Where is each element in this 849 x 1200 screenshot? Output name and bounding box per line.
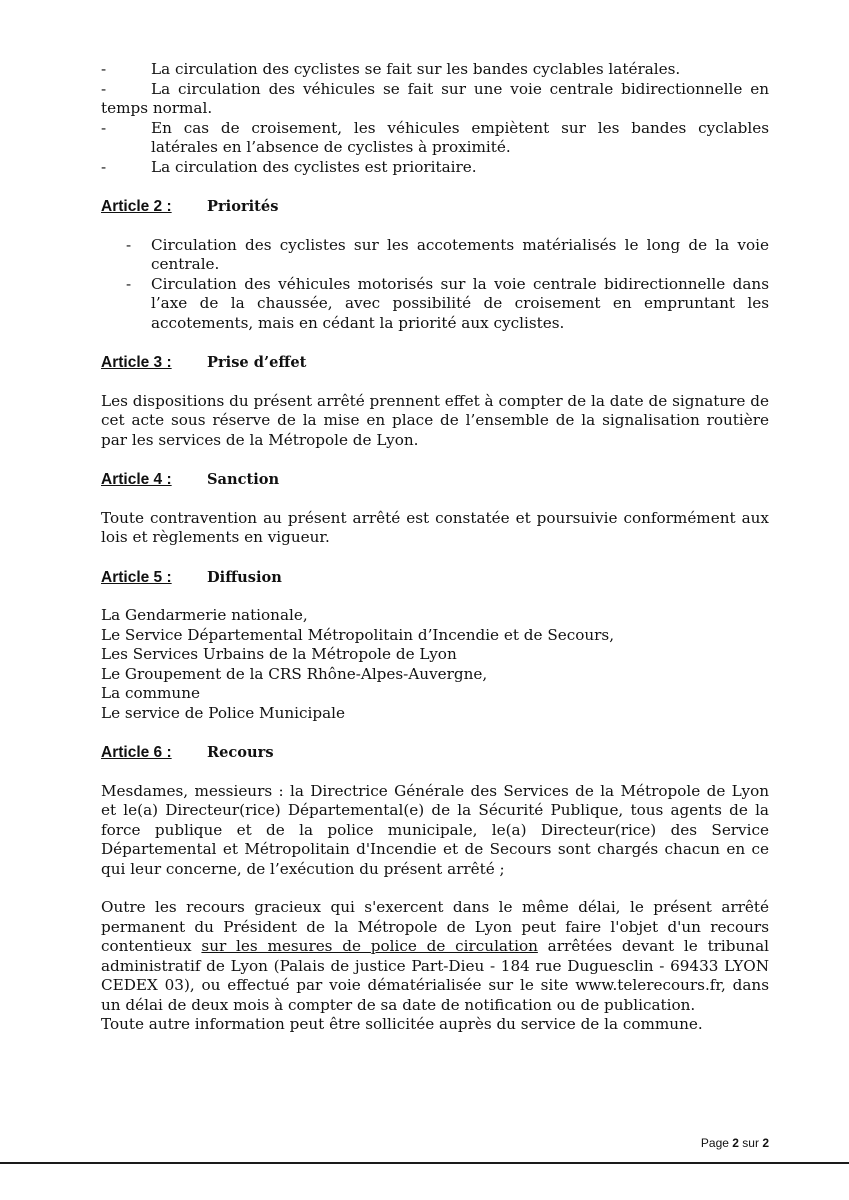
- document-page: [101, 60, 769, 1035]
- list-item-text: En cas de croisement, les véhicules empiètent sur les bandes cyclables latérales en l’absence de cyclistes à proximité.: [151, 118, 769, 156]
- page-number-footer: [701, 1136, 769, 1150]
- total-page-count: 2: [762, 1136, 769, 1150]
- diffusion-line: La commune: [101, 684, 200, 702]
- list-item: [101, 119, 769, 158]
- article-number: Article 3 :: [101, 354, 172, 371]
- bullet-dash: -: [101, 79, 107, 98]
- list-item-text: Circulation des cyclistes sur les accotements matérialisés le long de la voie centrale.: [151, 235, 769, 273]
- article-title: Prise d’effet: [207, 354, 307, 371]
- article-6-paragraph-1: Mesdames, messieurs : la Directrice Générale des Services de la Métropole de Lyon et le(a) Directeur(rice) Départemental(e) de la Sécurité Publique, tous agents de la force publique et de la police municipale, le(a) Directeur(rice) des Service Départemental et Métropolitain d'Incendie et de Secours sont chargés chacun en ce qui leur concerne, de l’exécution du présent arrêté ;: [101, 781, 769, 878]
- diffusion-line: Les Services Urbains de la Métropole de Lyon: [101, 645, 457, 663]
- article-3-heading: [101, 353, 769, 373]
- page-separator: sur: [742, 1136, 759, 1150]
- article-6-heading: [101, 743, 769, 763]
- article-title: Recours: [207, 744, 274, 761]
- bullet-dash: -: [126, 274, 132, 293]
- diffusion-line: Le Service Départemental Métropolitain d’Incendie et de Secours,: [101, 625, 615, 644]
- underlined-text: sur les mesures de police de circulation: [201, 937, 538, 955]
- diffusion-line: Le Groupement de la CRS Rhône-Alpes-Auvergne,: [101, 664, 488, 683]
- paragraph-text: Outre les recours gracieux qui s'exercent dans le même délai, le présent arrêté permanent du Président de la Métropole de Lyon peut faire l'objet d'un recours contentieux: [101, 898, 769, 955]
- article-number: Article 6 :: [101, 744, 172, 761]
- article-2-bullet-list: [101, 236, 769, 334]
- list-item: [101, 80, 769, 119]
- article-2-heading: [101, 197, 769, 217]
- article-4-heading: [101, 470, 769, 490]
- bullet-dash: -: [101, 60, 107, 78]
- list-item-text: La circulation des véhicules se fait sur une voie centrale bidirectionnelle en temps normal.: [101, 79, 769, 117]
- page-word: Page: [700, 1136, 729, 1150]
- list-item: [101, 275, 769, 334]
- list-item-text: Circulation des véhicules motorisés sur la voie centrale bidirectionnelle dans l’axe de la chaussée, avec possibilité de croisement en empruntant les accotements, mais en cédant la priorité aux cyclistes.: [151, 274, 769, 332]
- bullet-dash: -: [101, 118, 107, 137]
- bullet-dash: -: [126, 235, 132, 254]
- paragraph-text: arrêtées devant le tribunal administratif de Lyon (Palais de justice Part-Dieu - 184 rue Duguesclin - 69433 LYON CEDEX 03), ou effectué par voie dématérialisée sur le site www.telerecours.fr, dans un délai de deux mois à compter de sa date de notification ou de publication.: [101, 937, 769, 1014]
- article-6-paragraph-3: Toute autre information peut être sollicitée auprès du service de la commune.: [101, 1015, 703, 1033]
- diffusion-list: [101, 606, 769, 723]
- article-4-text: Toute contravention au présent arrêté est constatée et poursuivie conformément aux lois et règlements en vigueur.: [101, 508, 769, 546]
- article-number: Article 4 :: [101, 471, 172, 488]
- footer-rule: [0, 1162, 849, 1164]
- article-title: Diffusion: [207, 568, 282, 586]
- diffusion-line: Le service de Police Municipale: [101, 703, 345, 722]
- article-number: Article 2 :: [101, 198, 172, 215]
- list-item-text: La circulation des cyclistes se fait sur les bandes cyclables latérales.: [151, 60, 681, 78]
- article-3-text: Les dispositions du présent arrêté prennent effet à compter de la date de signature de cet acte sous réserve de la mise en place de l’ensemble de la signalisation routière par les services de la Métropole de Lyon.: [101, 391, 769, 449]
- list-item: [101, 60, 769, 80]
- article-5-heading: [101, 568, 769, 588]
- list-item: [101, 236, 769, 275]
- article-6-paragraph-2: [101, 898, 769, 1015]
- article-title: Sanction: [207, 471, 280, 488]
- list-item-text: La circulation des cyclistes est prioritaire.: [151, 157, 477, 176]
- current-page-number: 2: [732, 1136, 739, 1150]
- article-title: Priorités: [207, 198, 279, 215]
- list-item: [101, 158, 769, 178]
- diffusion-line: La Gendarmerie nationale,: [101, 606, 308, 624]
- article-number: Article 5 :: [101, 568, 172, 586]
- intro-bullet-list: [101, 60, 769, 177]
- bullet-dash: -: [101, 157, 107, 176]
